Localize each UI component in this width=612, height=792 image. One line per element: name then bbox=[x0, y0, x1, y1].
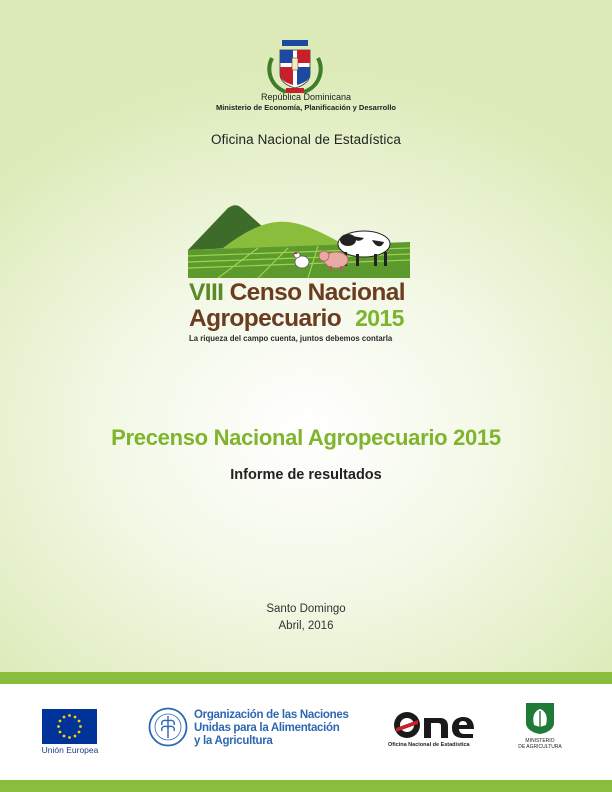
censo-tagline: La riqueza del campo cuenta, juntos debemos contarla bbox=[189, 334, 393, 343]
fao-name bbox=[194, 709, 349, 748]
fao-logo-icon bbox=[148, 707, 188, 747]
eu-star-icon bbox=[63, 735, 66, 738]
eu-star-icon bbox=[63, 716, 66, 719]
fao-name-line: y la Agricultura bbox=[194, 735, 273, 747]
censo-landscape-icon bbox=[188, 202, 410, 278]
eu-flag-icon bbox=[42, 709, 97, 744]
report-title: Precenso Nacional Agropecuario 2015 bbox=[111, 425, 501, 450]
one-logo-icon bbox=[392, 710, 476, 740]
footer-band-top bbox=[0, 672, 612, 684]
publication-city: Santo Domingo bbox=[266, 603, 346, 615]
fao-name-line: Organización de las Naciones bbox=[194, 709, 349, 721]
footer-band-bottom bbox=[0, 780, 612, 792]
agriculture-ministry-icon bbox=[524, 701, 556, 735]
republica-label: República Dominicana bbox=[260, 92, 352, 102]
eu-star-icon bbox=[78, 731, 81, 734]
eu-star-icon bbox=[59, 731, 62, 734]
ministerio-label: Ministerio de Economía, Planificación y Desarrollo bbox=[215, 103, 397, 112]
coat-of-arms-icon bbox=[264, 34, 326, 96]
eu-label: Unión Europea bbox=[41, 745, 99, 755]
eu-star-icon bbox=[68, 714, 71, 717]
eu-star-icon bbox=[57, 725, 60, 728]
one-label: Oficina Nacional de Estadística bbox=[388, 742, 470, 748]
censo-title-line1 bbox=[189, 279, 405, 307]
report-subtitle: Informe de resultados bbox=[230, 467, 382, 483]
eu-star-icon bbox=[79, 725, 82, 728]
oficina-label: Oficina Nacional de Estadística bbox=[211, 132, 401, 147]
censo-agropecuario-text: Agropecuario bbox=[189, 305, 342, 332]
censo-title-text: Censo Nacional bbox=[223, 279, 405, 306]
publication-date: Abril, 2016 bbox=[278, 620, 334, 632]
eu-star-icon bbox=[74, 735, 77, 738]
fao-name-line: Unidas para la Alimentación bbox=[194, 722, 340, 734]
agriculture-label-line2: DE AGRICULTURA bbox=[518, 744, 562, 750]
eu-star-icon bbox=[74, 716, 77, 719]
censo-year: 2015 bbox=[355, 305, 404, 331]
agriculture-label-line1: MINISTERIO bbox=[525, 738, 555, 744]
eu-star-icon bbox=[68, 736, 71, 739]
eu-star-icon bbox=[78, 720, 81, 723]
censo-roman-numeral: VIII bbox=[189, 279, 224, 306]
eu-star-icon bbox=[59, 720, 62, 723]
censo-title-line2 bbox=[189, 305, 404, 333]
